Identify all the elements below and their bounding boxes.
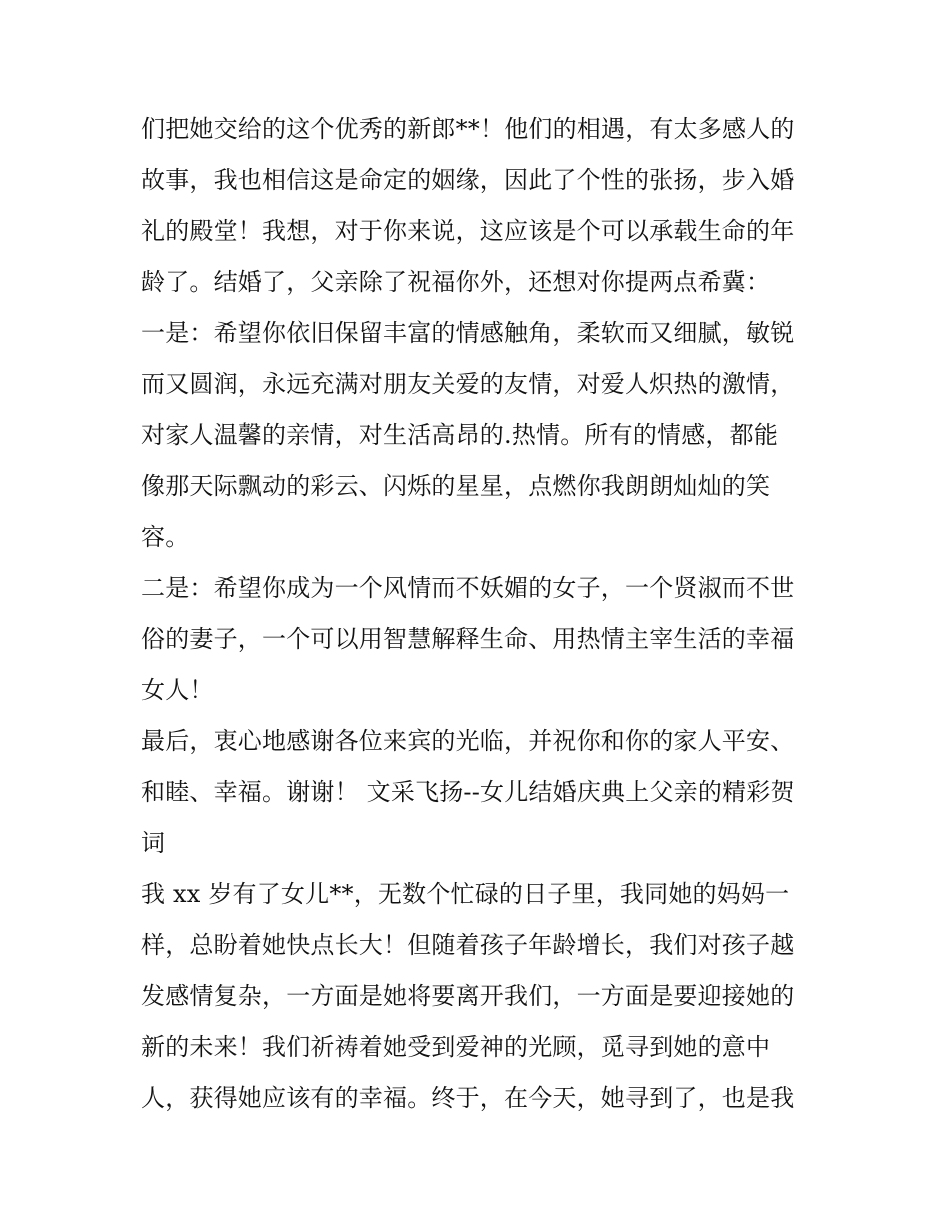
text-line-6: 而又圆润，永远充满对朋友关爱的友情，对爱人炽热的激情， bbox=[141, 370, 795, 398]
document-body bbox=[141, 104, 821, 1124]
text-line-16: 我 xx 岁有了女儿**，无数个忙碌的日子里，我同她的妈妈一 bbox=[141, 880, 790, 908]
text-line-8: 像那天际飘动的彩云、闪烁的星星，点燃你我朗朗灿灿的笑 bbox=[141, 472, 771, 500]
text-line-15: 词 bbox=[141, 829, 166, 857]
text-line-10: 二是：希望你成为一个风情而不妖媚的女子，一个贤淑而不世 bbox=[141, 574, 795, 602]
text-line-14: 和睦、幸福。谢谢！ 文采飞扬--女儿结婚庆典上父亲的精彩贺 bbox=[141, 778, 795, 806]
text-line-11: 俗的妻子，一个可以用智慧解释生命、用热情主宰生活的幸福 bbox=[141, 625, 795, 653]
text-line-4: 龄了。结婚了，父亲除了祝福你外，还想对你提两点希冀： bbox=[141, 268, 771, 296]
text-line-1: 们把她交给的这个优秀的新郎**！他们的相遇，有太多感人的 bbox=[141, 115, 795, 143]
text-line-18: 发感情复杂，一方面是她将要离开我们，一方面是要迎接她的 bbox=[141, 982, 795, 1010]
text-line-7: 对家人温馨的亲情，对生活高昂的.热情。所有的情感，都能 bbox=[141, 421, 779, 449]
text-line-20: 人，获得她应该有的幸福。终于，在今天，她寻到了，也是我 bbox=[141, 1084, 795, 1112]
text-line-13: 最后，衷心地感谢各位来宾的光临，并祝你和你的家人平安、 bbox=[141, 727, 795, 755]
text-line-19: 新的未来！我们祈祷着她受到爱神的光顾，觅寻到她的意中 bbox=[141, 1033, 771, 1061]
text-line-3: 礼的殿堂！我想，对于你来说，这应该是个可以承载生命的年 bbox=[141, 217, 795, 245]
text-line-17: 样，总盼着她快点长大！但随着孩子年龄增长，我们对孩子越 bbox=[141, 931, 795, 959]
text-line-9: 容。 bbox=[141, 523, 190, 551]
text-line-12: 女人！ bbox=[141, 676, 214, 704]
text-line-2: 故事，我也相信这是命定的姻缘，因此了个性的张扬，步入婚 bbox=[141, 166, 795, 194]
text-line-5: 一是：希望你依旧保留丰富的情感触角，柔软而又细腻，敏锐 bbox=[141, 319, 795, 347]
